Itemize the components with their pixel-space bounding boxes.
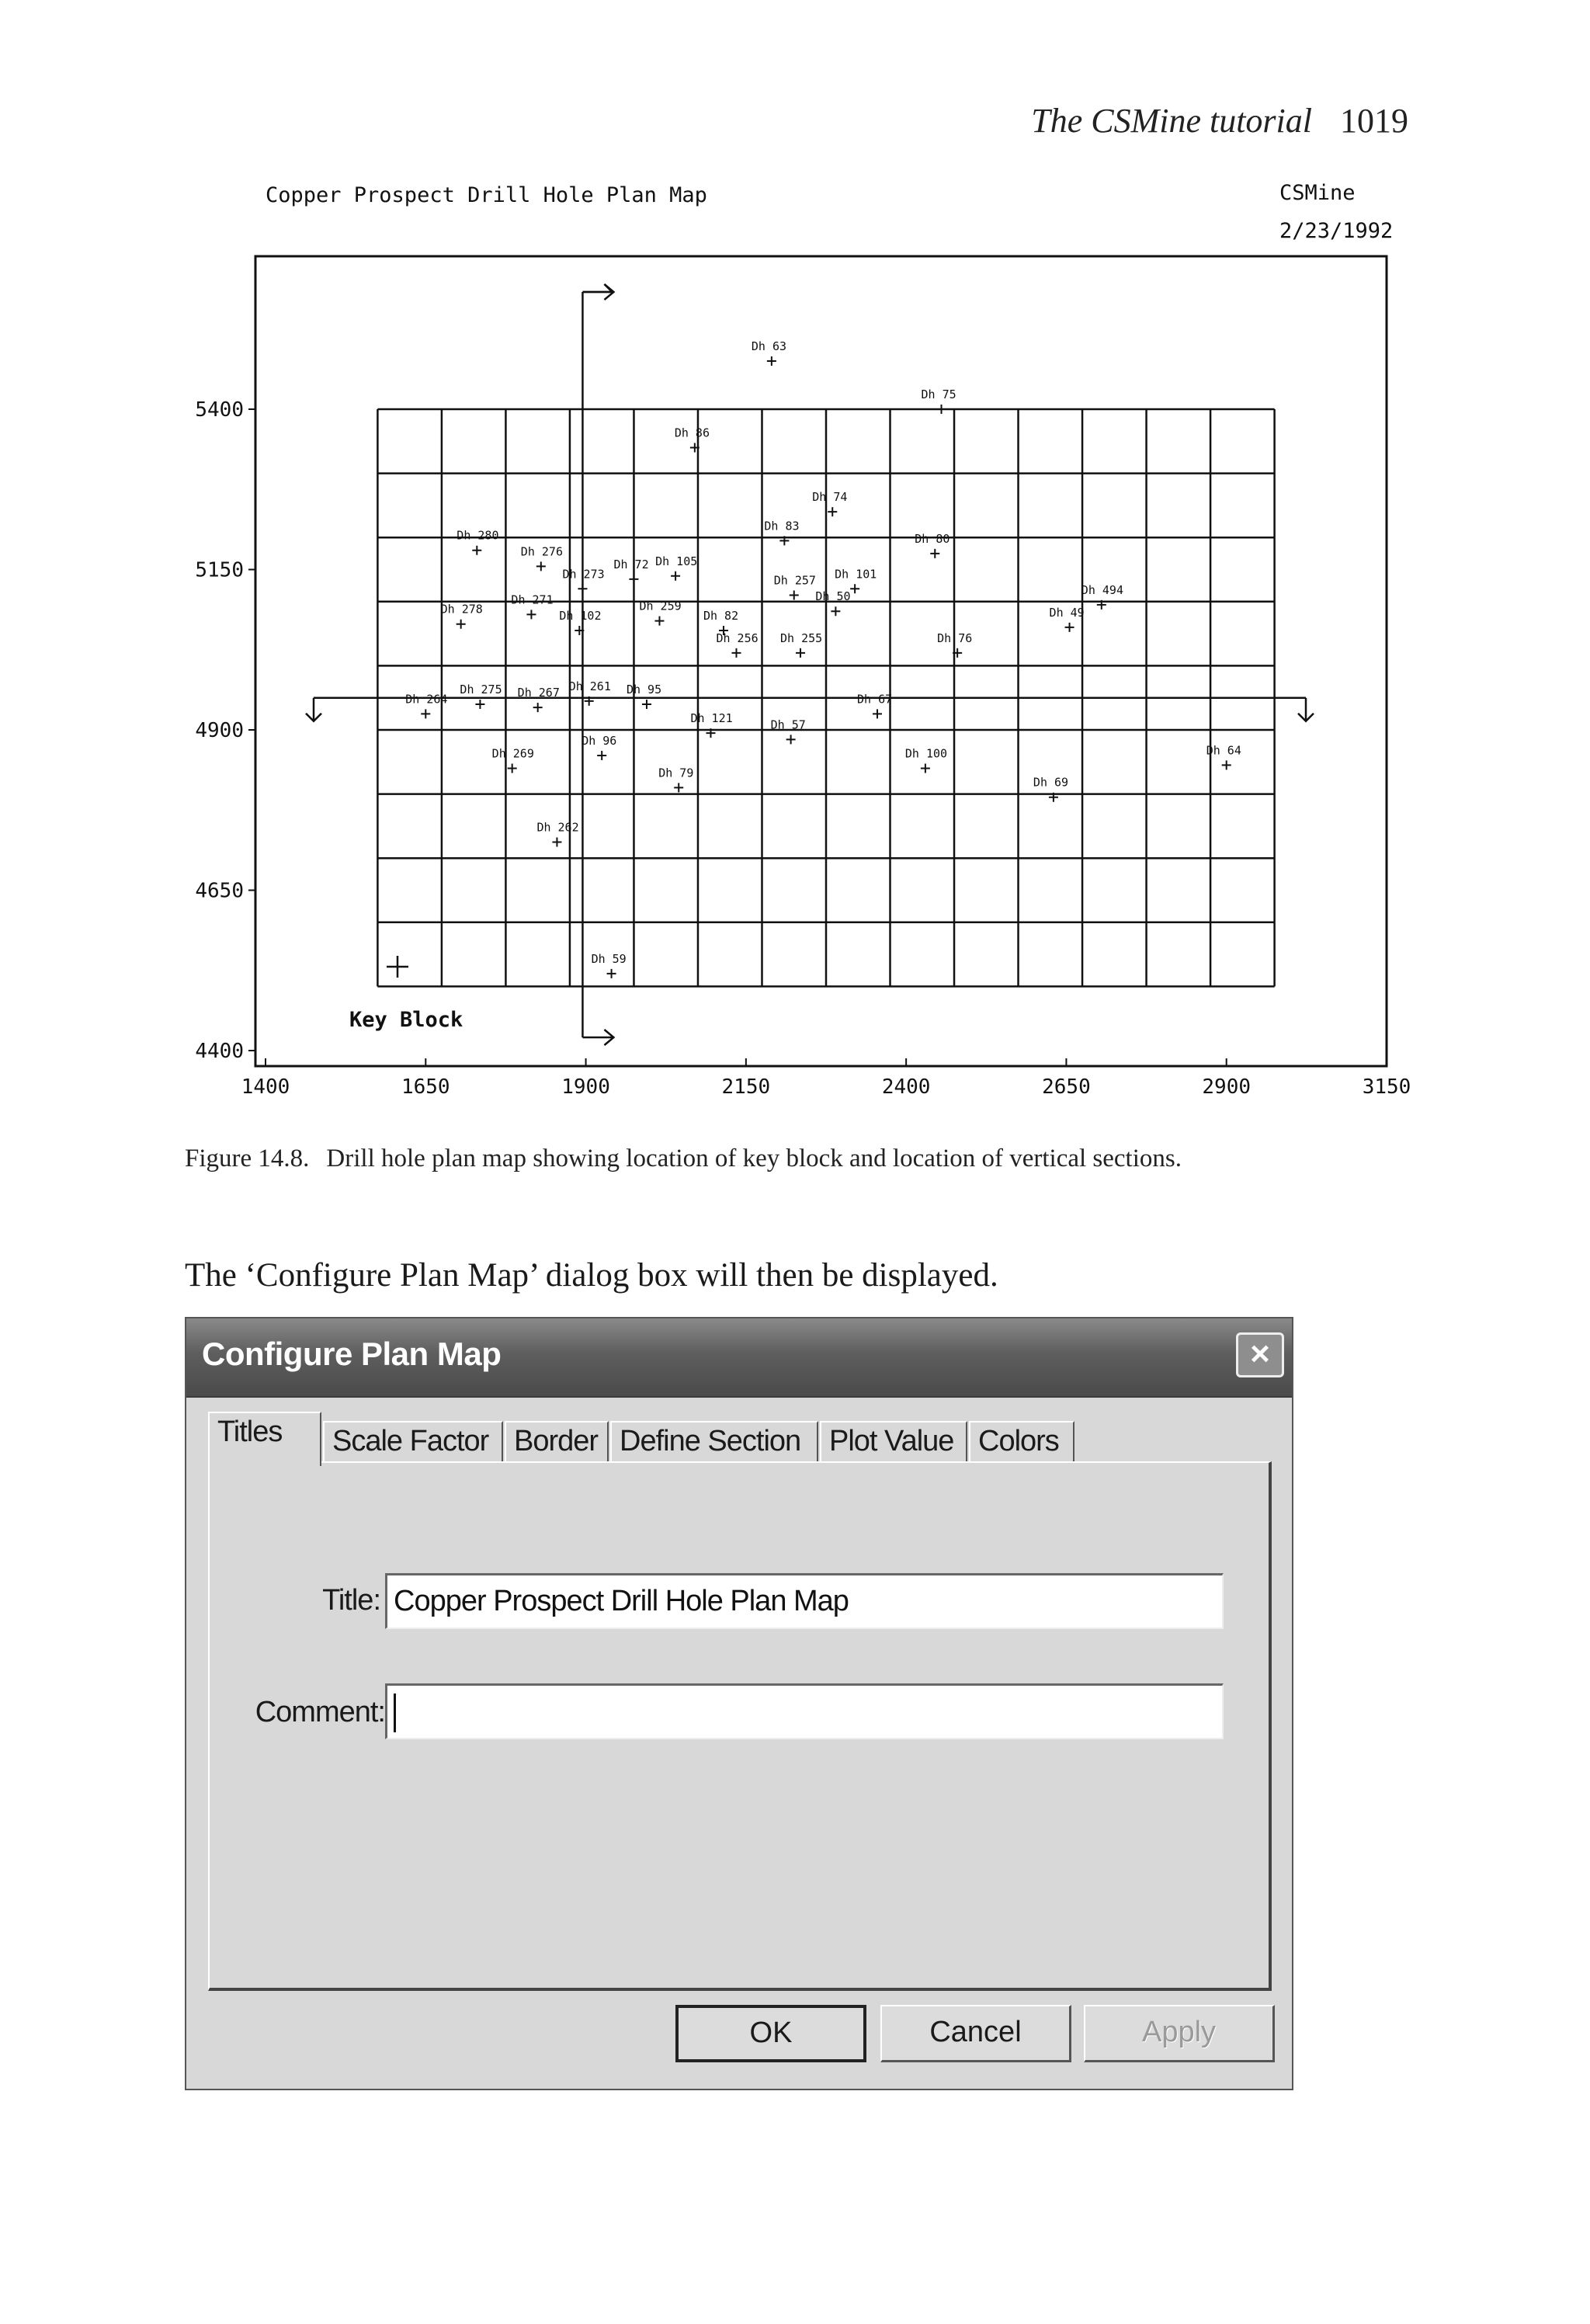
drill-hole-label: Dh 67: [857, 692, 893, 707]
drill-hole-marker: [786, 735, 796, 744]
drill-hole-label: Dh 280: [457, 528, 499, 543]
drill-hole-label: Dh 278: [440, 602, 483, 617]
drill-hole-marker: [421, 709, 430, 718]
drill-hole-label: Dh 57: [770, 717, 806, 732]
drill-hole-label: Dh 273: [562, 567, 605, 582]
drill-hole-marker: [597, 751, 606, 760]
y-tick-label: 5400: [195, 398, 244, 422]
drill-hole-label: Dh 101: [835, 567, 877, 582]
drill-hole-label: Dh 76: [937, 631, 973, 645]
cancel-button[interactable]: Cancel: [880, 2005, 1071, 2062]
section-arrow-top-head: [582, 284, 613, 300]
dialog-title: Configure Plan Map: [202, 1336, 502, 1372]
x-tick-label: 2400: [881, 1075, 931, 1099]
drill-hole-label: Dh 269: [491, 746, 534, 761]
drill-hole-marker: [629, 575, 638, 584]
tab-define-section[interactable]: Define Section: [610, 1421, 818, 1463]
tab-colors[interactable]: Colors: [969, 1421, 1074, 1463]
drill-hole-label: Dh 121: [690, 711, 733, 726]
x-tick-label: 2900: [1202, 1075, 1252, 1099]
y-tick-label: 5150: [195, 558, 244, 582]
drill-hole-label: Dh 275: [460, 682, 502, 697]
y-tick-label: 4900: [195, 719, 244, 742]
text-caret: [394, 1693, 396, 1732]
drill-hole-label: Dh 72: [613, 557, 649, 571]
drill-hole-label: Dh 267: [517, 686, 560, 700]
drill-hole-label: Dh 256: [716, 631, 759, 645]
section-lines: [306, 284, 1314, 1045]
caption-number: Figure 14.8.: [185, 1145, 310, 1172]
drill-hole-marker: [1222, 760, 1231, 769]
drill-hole-label: Dh 82: [703, 608, 739, 623]
body-paragraph: The ‘Configure Plan Map’ dialog box will then be displayed.: [185, 1257, 998, 1294]
drill-hole-marker: [921, 764, 930, 773]
drill-hole-label: Dh 83: [764, 519, 800, 533]
drill-hole-marker: [873, 709, 882, 718]
drill-hole-marker: [930, 549, 939, 558]
drill-hole-label: Dh 69: [1033, 775, 1069, 790]
drill-hole-marker: [674, 783, 683, 792]
drill-hole-marker: [937, 405, 946, 414]
drill-hole-marker: [850, 584, 859, 593]
x-tick-label: 1900: [561, 1075, 610, 1099]
drill-hole-marker: [475, 700, 484, 709]
drill-hole-marker: [731, 648, 741, 658]
plot-title: Copper Prospect Drill Hole Plan Map: [266, 183, 707, 207]
drill-hole-marker: [552, 838, 561, 847]
x-tick-label: 1400: [241, 1075, 290, 1099]
section-arrow-bottom-head: [582, 1030, 613, 1045]
section-arrow-right-head: [1298, 698, 1314, 721]
drill-hole-label: Dh 96: [581, 734, 617, 749]
tab-titles[interactable]: Titles: [208, 1412, 321, 1466]
drill-hole-label: Dh 494: [1081, 582, 1123, 597]
drill-hole-marker: [767, 356, 776, 366]
drill-hole-plan-map: [0, 0, 1590, 1134]
drill-hole-label: Dh 95: [626, 682, 662, 697]
ok-button[interactable]: OK: [675, 2005, 866, 2062]
section-arrow-left-head: [306, 698, 321, 721]
key-block-label: Key Block: [349, 1008, 463, 1032]
drill-hole-marker: [526, 610, 536, 619]
key-block: [349, 956, 463, 1032]
drill-hole-marker: [578, 584, 587, 593]
plot-program-name: CSMine: [1279, 181, 1356, 205]
x-tick-label: 1650: [401, 1075, 450, 1099]
drill-hole-marker: [642, 700, 651, 709]
y-tick-label: 4400: [195, 1040, 244, 1063]
drill-hole-label: Dh 80: [915, 531, 950, 546]
titles-tab-panel: [208, 1461, 1272, 1991]
drill-hole-marker: [790, 591, 799, 600]
drill-hole-label: Dh 271: [511, 592, 554, 607]
drill-hole-marker: [457, 620, 466, 629]
comment-field-label: Comment:: [255, 1696, 385, 1728]
title-field-label: Title:: [322, 1584, 380, 1617]
drill-hole-label: Dh 79: [658, 766, 694, 780]
apply-button[interactable]: Apply: [1084, 2005, 1275, 2062]
drill-hole-label: Dh 276: [520, 544, 563, 559]
title-input[interactable]: [385, 1573, 1224, 1629]
drill-hole-marker: [1065, 623, 1074, 632]
drill-hole-label: Dh 255: [779, 631, 823, 645]
drill-hole-label: Dh 75: [921, 387, 956, 401]
tab-border[interactable]: Border: [505, 1421, 609, 1463]
drill-hole-label: Dh 50: [815, 589, 851, 604]
drill-hole-label: Dh 261: [568, 679, 611, 693]
figure-caption: [185, 1145, 1182, 1173]
drill-hole-label: Dh 259: [639, 599, 682, 613]
drill-hole-label: Dh 100: [904, 746, 948, 761]
tab-scale-factor[interactable]: Scale Factor: [323, 1421, 503, 1463]
drill-hole-label: Dh 86: [674, 426, 710, 440]
drill-hole-marker: [533, 703, 543, 712]
x-tick-label: 2650: [1042, 1075, 1091, 1099]
drill-hole-marker: [654, 617, 664, 626]
drill-hole-label: Dh 257: [773, 573, 816, 588]
map-frame: [255, 256, 1387, 1066]
drill-hole-marker: [828, 507, 837, 516]
drill-hole-label: Dh 262: [536, 820, 579, 835]
drill-hole-marker: [472, 546, 481, 555]
configure-plan-map-dialog: [185, 1317, 1293, 2090]
close-icon[interactable]: ×: [1236, 1332, 1284, 1377]
page-number: 1019: [1340, 102, 1408, 140]
dialog-titlebar[interactable]: [186, 1318, 1292, 1398]
drill-hole-label: Dh 49: [1049, 605, 1085, 620]
plot-date: 2/23/1992: [1279, 219, 1394, 243]
tab-plot-value[interactable]: Plot Value: [820, 1421, 967, 1463]
comment-input[interactable]: [385, 1683, 1224, 1739]
drill-hole-label: Dh 102: [559, 608, 602, 623]
drill-hole-marker: [796, 648, 805, 658]
drill-hole-label: Dh 105: [655, 554, 698, 568]
x-tick-label: 3150: [1362, 1075, 1411, 1099]
running-title: The CSMine tutorial: [1031, 102, 1312, 140]
drill-hole-label: Dh 74: [812, 490, 848, 505]
drill-holes: [405, 339, 1241, 978]
caption-text: Drill hole plan map showing location of key block and location of vertical sections.: [326, 1145, 1182, 1172]
drill-hole-marker: [607, 969, 616, 978]
drill-hole-marker: [671, 571, 680, 581]
drill-hole-label: Dh 59: [591, 951, 627, 966]
drill-hole-label: Dh 264: [405, 692, 448, 707]
y-tick-label: 4650: [195, 879, 244, 903]
drill-hole-label: Dh 64: [1206, 743, 1241, 758]
drill-hole-marker: [831, 606, 840, 616]
drill-hole-marker: [508, 764, 517, 773]
drill-hole-marker: [536, 561, 546, 571]
x-tick-label: 2150: [721, 1075, 771, 1099]
drill-hole-label: Dh 63: [751, 339, 787, 354]
